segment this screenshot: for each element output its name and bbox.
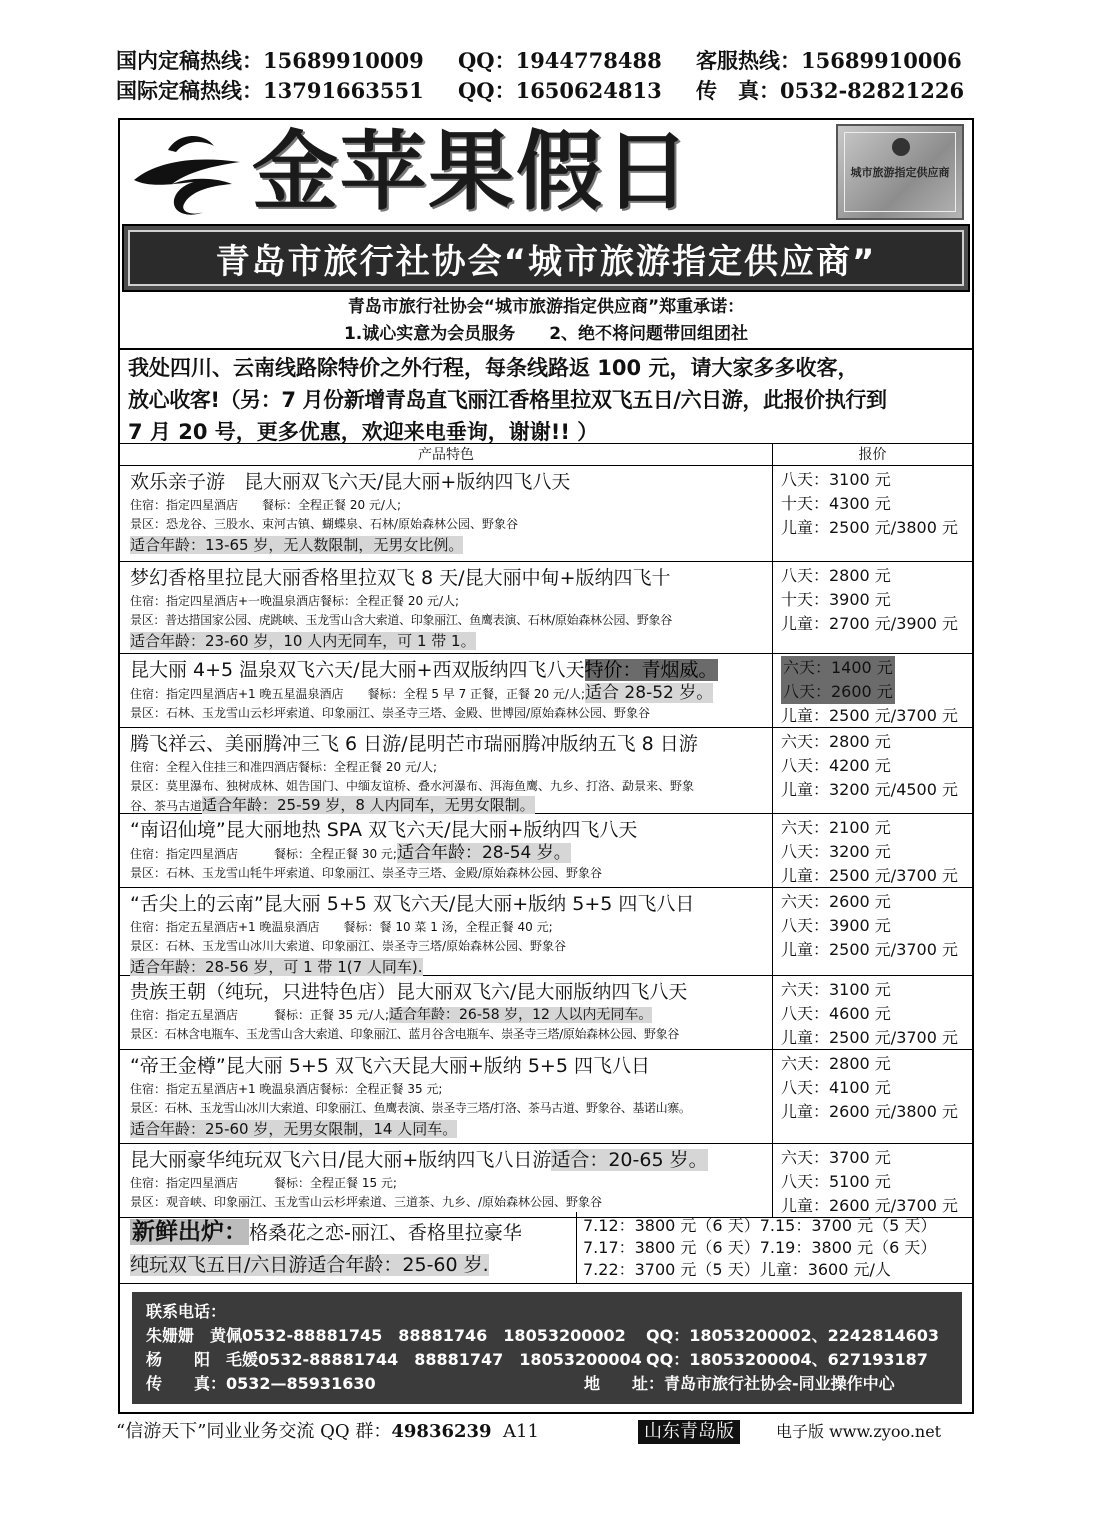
association-banner xyxy=(122,224,970,292)
route-prices xyxy=(772,654,972,727)
price-line: 六天：2100 元 xyxy=(781,818,891,837)
route-stay: 住宿：指定五星酒店 餐标：正餐 35 元/人; xyxy=(130,1008,389,1022)
notice-line: 我处四川、云南线路除特价之外行程，每条线路返 100 元，请大家多多收客， xyxy=(128,356,859,380)
price-line: 八天：2600 元 xyxy=(781,680,895,704)
route-sights: 景区：石林含电瓶车、玉龙雪山含大索道、印象丽江、蓝月谷含电瓶车、崇圣寺三塔/原始森林公园、野象谷 xyxy=(130,1027,679,1041)
price-line: 十天：3900 元 xyxy=(781,590,891,609)
route-row xyxy=(120,1144,972,1218)
international-hotline: 国际定稿热线：13791663551 xyxy=(116,78,424,103)
certificate-text: 城市旅游指定供应商 xyxy=(850,166,950,179)
new-offer-line xyxy=(130,1216,566,1249)
price-line: 六天：2600 元 xyxy=(781,892,891,911)
route-info xyxy=(120,562,772,654)
route-info xyxy=(120,654,772,725)
price-line: 六天：2800 元 xyxy=(781,732,891,751)
price-line: 八天：4200 元 xyxy=(781,756,891,775)
route-stay-line xyxy=(130,1006,762,1025)
fax: 传 真：0532-82821226 xyxy=(696,78,965,103)
route-prices xyxy=(772,466,972,561)
page-number: A11 xyxy=(503,1421,539,1442)
price-line: 八天：3200 元 xyxy=(781,842,891,861)
route-age: 适合年龄：28-54 岁。 xyxy=(396,843,571,863)
route-age: 适合：20-65 岁。 xyxy=(551,1149,708,1171)
route-sights-line xyxy=(130,796,762,816)
service-hotline: 客服热线：15689910006 xyxy=(696,48,962,73)
promise-line: 1.诚心实意为会员服务 2、绝不将问题带回组团社 xyxy=(343,324,749,344)
contact-phones: 朱姗姗 黄佩0532-88881745 88881746 18053200002 xyxy=(146,1326,626,1345)
route-stay: 住宿：指定四星酒店+一晚温泉酒店餐标：全程正餐 20 元/人; xyxy=(130,594,460,608)
route-sights: 景区：莫里瀑布、独树成林、姐告国门、中缅友谊桥、叠水河瀑布、洱海鱼鹰、九乡、打洛、勐景来、野象 xyxy=(130,779,695,793)
contact-row xyxy=(146,1348,948,1372)
edition-badge: 山东青岛版 xyxy=(638,1420,740,1444)
route-age: 适合年龄：25-59 岁，8 人内同车，无男女限制。 xyxy=(202,796,535,814)
route-title: 昆大丽 4+5 温泉双飞六天/昆大丽+西双版纳四飞八天 xyxy=(130,659,585,681)
route-title: “帝王金樽”昆大丽 5+5 双飞六天昆大丽+版纳 5+5 四飞八日 xyxy=(130,1055,650,1077)
route-table xyxy=(120,466,972,1218)
route-sights-cont: 谷、茶马古道 xyxy=(130,799,203,813)
route-title: 昆大丽豪华纯玩双飞六日/昆大丽+版纳四飞八日游 xyxy=(130,1149,552,1171)
route-title: 欢乐亲子游 昆大丽双飞六天/昆大丽+版纳四飞八天 xyxy=(130,471,571,493)
domestic-qq: QQ：1944778488 xyxy=(458,48,662,73)
route-stay-line xyxy=(130,844,762,864)
route-stay: 住宿：指定四星酒店+1 晚五星温泉酒店 餐标：全程 5 早 7 正餐，正餐 20 元/人; xyxy=(130,687,586,701)
route-sights: 景区：石林、玉龙雪山冰川大索道、印象丽江、鱼鹰表演、崇圣寺三塔/打洛、茶马古道、野象谷、基诺山寨。 xyxy=(130,1101,691,1115)
notice-block xyxy=(120,348,972,444)
route-sights: 景区：观音峡、印象丽江、玉龙雪山云杉坪索道、三道茶、九乡、/原始森林公园、野象谷 xyxy=(130,1195,603,1209)
route-info xyxy=(120,1050,772,1142)
price-line: 八天：5100 元 xyxy=(781,1172,891,1191)
route-age: 适合年龄：25-60 岁，无男女限制，14 人同车。 xyxy=(130,1120,458,1138)
route-sights: 景区：恐龙谷、三股水、束河古镇、蝴蝶泉、石林/原始森林公园、野象谷 xyxy=(130,517,519,531)
route-stay: 住宿：全程入住挂三和准四酒店餐标：全程正餐 20 元/人; xyxy=(130,760,437,774)
price-line: 六天：3700 元 xyxy=(781,1148,891,1167)
route-stay: 住宿：指定五星酒店+1 晚温泉酒店 餐标：餐 10 菜 1 汤，全程正餐 40 元; xyxy=(130,920,553,934)
contact-qq: QQ：18053200004、627193187 xyxy=(646,1350,928,1369)
banner-text: 青岛市旅行社协会“城市旅游指定供应商” xyxy=(215,241,877,282)
contact-qq: QQ：18053200002、2242814603 xyxy=(646,1326,939,1345)
date-price-line: 7.22：3700 元（5 天）儿童：3600 元/人 xyxy=(583,1260,891,1279)
price-line: 八天：4100 元 xyxy=(781,1078,891,1097)
price-line: 六天：2800 元 xyxy=(781,1054,891,1073)
new-offer-info xyxy=(120,1212,576,1284)
route-row xyxy=(120,728,972,814)
price-line: 八天：4600 元 xyxy=(781,1004,891,1023)
route-info xyxy=(120,888,772,980)
price-line: 儿童：2600 元/3700 元 xyxy=(781,1196,959,1215)
route-stay-line xyxy=(130,684,762,704)
contact-fax: 传 真：0532—85931630 xyxy=(146,1374,376,1393)
price-line: 儿童：2500 元/3700 元 xyxy=(781,866,959,885)
route-title: “舌尖上的云南”昆大丽 5+5 双飞六天/昆大丽+版纳 5+5 四飞八日 xyxy=(130,893,695,915)
contact-address: 地 址：青岛市旅行社协会-同业操作中心 xyxy=(584,1374,895,1393)
footer-info xyxy=(116,1418,539,1446)
route-age: 适合年龄：23-60 岁，10 人内无同车，可 1 带 1。 xyxy=(130,632,476,650)
price-line: 十天：4300 元 xyxy=(781,494,891,513)
route-info xyxy=(120,466,772,558)
price-line: 儿童：2500 元/3700 元 xyxy=(781,706,959,725)
route-prices xyxy=(772,562,972,653)
route-row xyxy=(120,562,972,654)
route-stay: 住宿：指定四星酒店 餐标：全程正餐 20 元/人; xyxy=(130,498,401,512)
route-title-line xyxy=(130,656,762,684)
price-line: 八天：3100 元 xyxy=(781,470,891,489)
price-line: 儿童：2500 元/3800 元 xyxy=(781,518,959,537)
new-offer-tag: 新鲜出炉： xyxy=(132,1219,247,1245)
route-prices xyxy=(772,1050,972,1143)
route-info xyxy=(120,814,772,885)
price-line: 六天：1400 元 xyxy=(781,656,895,680)
route-row xyxy=(120,888,972,976)
brand-logo-icon xyxy=(128,126,248,218)
route-info xyxy=(120,976,772,1046)
date-price-line: 7.17：3800 元（6 天）7.19：3800 元（6 天） xyxy=(583,1238,937,1257)
price-line: 六天：3100 元 xyxy=(781,980,891,999)
route-title: 腾飞祥云、美丽腾冲三飞 6 日游/昆明芒市瑞丽腾冲版纳五飞 8 日游 xyxy=(130,733,698,755)
route-title-line xyxy=(130,1146,762,1174)
contact-label: 联系电话： xyxy=(146,1302,227,1321)
route-stay: 住宿：指定四星酒店 餐标：全程正餐 30 元; xyxy=(130,847,397,861)
new-offer-detail: 纯玩双飞五日/六日游适合年龄：25-60 岁. xyxy=(130,1254,489,1276)
route-prices xyxy=(772,1144,972,1217)
emblem-icon xyxy=(892,138,910,156)
route-age: 适合年龄：28-56 岁，可 1 带 1(7 人同车). xyxy=(130,958,423,976)
route-row xyxy=(120,466,972,562)
contact-box xyxy=(132,1292,962,1404)
route-age: 适合年龄：13-65 岁，无人数限制，无男女比例。 xyxy=(130,536,464,554)
new-offer-dates xyxy=(576,1212,972,1284)
price-line: 儿童：2500 元/3700 元 xyxy=(781,940,959,959)
notice-line: 放心收客!（另：7 月份新增青岛直飞丽江香格里拉双飞五日/六日游，此报价执行到 xyxy=(128,388,887,412)
footer-text: “信游天下”同业业务交流 QQ 群： xyxy=(116,1421,392,1442)
route-prices xyxy=(772,814,972,887)
route-sights: 景区：普达措国家公园、虎跳峡、玉龙雪山含大索道、印象丽江、鱼鹰表演、石林/原始森林公园、野象谷 xyxy=(130,613,672,627)
brand-header xyxy=(120,120,972,224)
route-info xyxy=(120,1144,772,1214)
route-age: 适合年龄：26-58 岁，12 人以内无同车。 xyxy=(389,1007,653,1023)
route-prices xyxy=(772,728,972,813)
route-stay: 住宿：指定五星酒店+1 晚温泉酒店餐标：全程正餐 35 元; xyxy=(130,1082,443,1096)
hotline-row xyxy=(116,76,976,106)
route-sights: 景区：石林、玉龙雪山冰川大索道、印象丽江、崇圣寺三塔/原始森林公园、野象谷 xyxy=(130,939,567,953)
promise-block xyxy=(120,294,972,348)
domestic-hotline: 国内定稿热线：15689910009 xyxy=(116,48,424,73)
contact-row xyxy=(146,1372,948,1396)
contact-row xyxy=(146,1324,948,1348)
price-line: 八天：2800 元 xyxy=(781,566,891,585)
route-row xyxy=(120,814,972,888)
ad-frame xyxy=(118,118,974,1414)
price-line: 儿童：3200 元/4500 元 xyxy=(781,780,959,799)
route-prices xyxy=(772,888,972,975)
route-title: 梦幻香格里拉昆大丽香格里拉双飞 8 天/昆大丽中甸+版纳四飞十 xyxy=(130,567,671,589)
notice-line: 7 月 20 号，更多优惠，欢迎来电垂询，谢谢!! ） xyxy=(128,420,599,444)
footer-site: 电子版 www.zyoo.net xyxy=(776,1422,942,1441)
contact-phones: 杨 阳 毛媛0532-88881744 88881747 18053200004 xyxy=(146,1350,642,1369)
promise-line: 青岛市旅行社协会“城市旅游指定供应商”郑重承诺： xyxy=(347,297,745,317)
route-prices xyxy=(772,976,972,1049)
hotlines xyxy=(116,46,976,106)
price-line: 儿童：2600 元/3800 元 xyxy=(781,1102,959,1121)
price-line: 儿童：2700 元/3900 元 xyxy=(781,614,959,633)
table-header xyxy=(120,444,972,466)
hotline-row xyxy=(116,46,976,76)
price-line: 八天：3900 元 xyxy=(781,916,891,935)
certificate-plaque xyxy=(836,124,964,220)
route-row xyxy=(120,1050,972,1144)
route-sights: 景区：石林、玉龙雪山牦牛坪索道、印象丽江、崇圣寺三塔、金殿/原始森林公园、野象谷 xyxy=(130,866,603,880)
new-offer-row xyxy=(120,1212,972,1284)
page-footer xyxy=(116,1418,978,1446)
col-product-header: 产品特色 xyxy=(418,447,474,463)
price-line: 儿童：2500 元/3700 元 xyxy=(781,1028,959,1047)
route-title: 贵族王朝（纯玩，只进特色店）昆大丽双飞六/昆大丽版纳四飞八天 xyxy=(130,981,688,1003)
route-row xyxy=(120,654,972,728)
international-qq: QQ：1650624813 xyxy=(458,78,662,103)
new-offer-title: 格桑花之恋-丽江、香格里拉豪华 xyxy=(249,1222,522,1244)
banner-inner xyxy=(128,230,964,286)
special-price-tag: 特价：青烟威。 xyxy=(584,659,718,681)
route-info xyxy=(120,728,772,818)
route-title: “南诏仙境”昆大丽地热 SPA 双飞六天/昆大丽+版纳四飞八天 xyxy=(130,819,638,841)
route-stay: 住宿：指定四星酒店 餐标：全程正餐 15 元; xyxy=(130,1176,397,1190)
brand-name: 金苹果假日 xyxy=(252,122,692,222)
footer-qq: 49836239 xyxy=(391,1421,492,1442)
date-price-line: 7.12：3800 元（6 天）7.15：3700 元（5 天） xyxy=(583,1216,937,1235)
col-price-header: 报价 xyxy=(772,444,972,466)
route-age: 适合 28-52 岁。 xyxy=(585,683,714,703)
route-row xyxy=(120,976,972,1050)
route-sights: 景区：石林、玉龙雪山云杉坪索道、印象丽江、崇圣寺三塔、金殿、世博园/原始森林公园、野象谷 xyxy=(130,706,651,720)
